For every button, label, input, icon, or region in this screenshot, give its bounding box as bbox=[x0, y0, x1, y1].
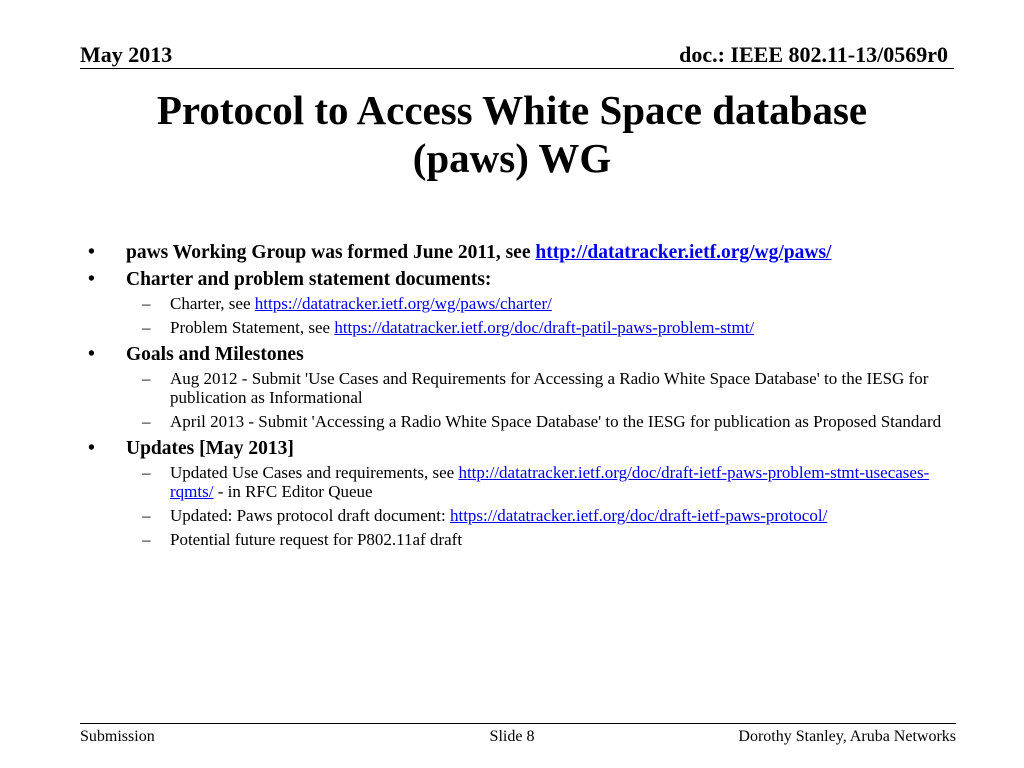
slide-title bbox=[60, 86, 964, 182]
bullet-text: Updates [May 2013] bbox=[126, 438, 294, 459]
sub-bullet-problem-statement bbox=[84, 318, 964, 337]
header-doc-id: doc.: IEEE 802.11-13/0569r0 bbox=[679, 42, 948, 67]
bullet-icon: • bbox=[88, 269, 95, 290]
header-divider bbox=[80, 68, 954, 69]
protocol-draft-link[interactable]: https://datatracker.ietf.org/doc/draft-ietf-paws-protocol/ bbox=[449, 506, 828, 525]
dash-icon: – bbox=[142, 506, 151, 525]
dash-icon: – bbox=[142, 412, 151, 431]
bullet-charter-docs bbox=[84, 267, 964, 293]
sub-bullet-text: Updated: Paws protocol draft document: bbox=[170, 506, 450, 525]
slide-title-line-2: (paws) WG bbox=[412, 135, 612, 181]
sub-bullet-text: April 2013 - Submit 'Accessing a Radio White Space Database' to the IESG for publication as Proposed Standard bbox=[170, 412, 942, 431]
dash-icon: – bbox=[142, 463, 151, 482]
footer-submission: Submission bbox=[80, 728, 155, 745]
slide-body bbox=[84, 240, 964, 554]
sub-bullet-future-request bbox=[84, 530, 964, 549]
bullet-paws-formed bbox=[84, 240, 964, 266]
bullet-updates bbox=[84, 436, 964, 462]
problem-statement-link[interactable]: https://datatracker.ietf.org/doc/draft-patil-paws-problem-stmt/ bbox=[334, 318, 755, 337]
bullet-text: Goals and Milestones bbox=[126, 344, 304, 365]
slide-title-line-1: Protocol to Access White Space database bbox=[156, 87, 868, 133]
header-date: May 2013 bbox=[80, 42, 173, 67]
footer-divider bbox=[80, 723, 956, 724]
sub-bullet-text: Potential future request for P802.11af draft bbox=[170, 530, 463, 549]
dash-icon: – bbox=[142, 530, 151, 549]
bullet-goals-milestones bbox=[84, 342, 964, 368]
sub-bullet-text: Problem Statement, see bbox=[170, 318, 335, 337]
sub-bullet-text: Updated Use Cases and requirements, see bbox=[170, 463, 459, 482]
charter-link[interactable]: https://datatracker.ietf.org/wg/paws/charter/ bbox=[254, 294, 552, 313]
bullet-icon: • bbox=[88, 438, 95, 459]
dash-icon: – bbox=[142, 294, 151, 313]
footer-slide-number: Slide 8 bbox=[489, 728, 535, 745]
sub-bullet-aug-2012 bbox=[84, 369, 964, 407]
dash-icon: – bbox=[142, 369, 151, 388]
sub-bullet-april-2013 bbox=[84, 412, 964, 431]
paws-wg-link[interactable]: http://datatracker.ietf.org/wg/paws/ bbox=[535, 242, 832, 263]
sub-bullet-suffix: - in RFC Editor Queue bbox=[213, 482, 373, 501]
bullet-icon: • bbox=[88, 344, 95, 365]
dash-icon: – bbox=[142, 318, 151, 337]
sub-bullet-use-cases bbox=[84, 463, 964, 501]
sub-bullet-protocol-draft bbox=[84, 506, 964, 525]
bullet-text: paws Working Group was formed June 2011, see bbox=[126, 242, 536, 263]
sub-bullet-text: Aug 2012 - Submit 'Use Cases and Requirements for Accessing a Radio White Space Database' to the IESG for publication as Informational bbox=[170, 369, 929, 407]
bullet-text: Charter and problem statement documents: bbox=[126, 269, 492, 290]
bullet-icon: • bbox=[88, 242, 95, 263]
sub-bullet-charter bbox=[84, 294, 964, 313]
sub-bullet-text: Charter, see bbox=[170, 294, 255, 313]
footer-author: Dorothy Stanley, Aruba Networks bbox=[738, 728, 956, 745]
use-cases-link[interactable]: http://datatracker.ietf.org/doc/draft-ietf-paws-problem-stmt-usecases-rqmts/ bbox=[170, 463, 930, 501]
